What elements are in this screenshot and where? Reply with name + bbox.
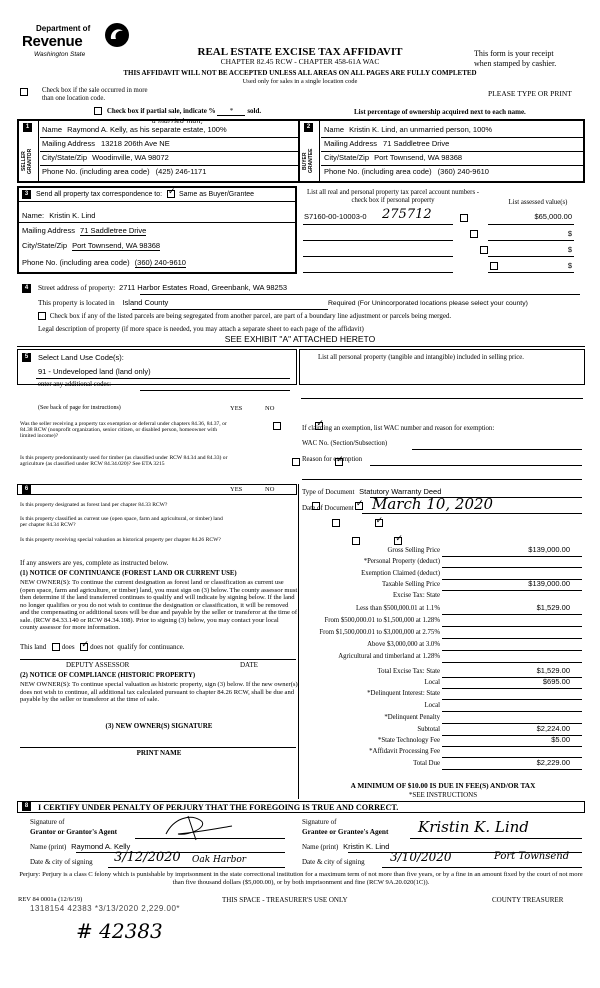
corr-name-value[interactable]: Kristin K. Lind	[49, 211, 96, 220]
does-label: does	[61, 643, 75, 651]
s5-no-header: NO	[265, 405, 275, 412]
legal-label: Legal description of property (if more space is needed, you may attach a separate sheet to each page of the affidavit)	[38, 325, 364, 333]
corr-mailing-label: Mailing Address	[22, 226, 75, 235]
tier1-value[interactable]: $1,529.00	[536, 603, 570, 612]
partial-sale-row	[94, 107, 261, 116]
treasurer-space-label: THIS SPACE - TREASURER'S USE ONLY	[222, 896, 348, 904]
buyer-line-3	[321, 165, 584, 166]
s6-q3-no-checkbox[interactable]	[394, 537, 402, 545]
certify-text: I CERTIFY UNDER PENALTY OF PERJURY THAT THE FOREGOING IS TRUE AND CORRECT.	[38, 803, 399, 812]
street-row	[38, 284, 578, 293]
segregated-label: Check box if any of the listed parcels are being segregated from another parcel, are part of a boundary line adjustment or parcels being merged.	[49, 312, 452, 320]
local-label: Local	[424, 679, 440, 686]
section-number-6: 6	[22, 485, 31, 494]
tier3-label: From $1,500,000.01 to $3,000,000 at 2.75%	[319, 629, 440, 636]
located-row	[38, 299, 168, 308]
total-due-line	[442, 769, 582, 770]
parcel-line-1	[303, 224, 453, 225]
wac-label: WAC No. (Section/Subsection)	[302, 440, 388, 447]
grantee-print-value[interactable]: Kristin K. Lind	[343, 842, 390, 851]
seller-city-label: City/State/Zip	[42, 153, 88, 162]
s6-q2-no-checkbox[interactable]	[375, 519, 383, 527]
multi-location-row	[20, 87, 160, 102]
grantee-date-line	[382, 867, 582, 868]
partial-sale-label: Check box if partial sale, indicate %	[106, 107, 216, 115]
same-as-buyer-checkbox[interactable]	[167, 190, 175, 198]
this-land-label: This land	[20, 643, 47, 651]
grantor-print-value[interactable]: Raymond A. Kelly	[71, 842, 131, 851]
tech-fee-value[interactable]: $5.00	[551, 735, 570, 744]
seller-phone-value[interactable]: (425) 246-1171	[155, 167, 207, 176]
segregated-row	[38, 312, 586, 320]
tier1-label: Less than $500,000.01 at 1.1%	[355, 605, 440, 612]
dept-line2: Revenue	[22, 33, 83, 50]
seller-line-2	[40, 151, 298, 152]
reason-underline-2	[302, 479, 582, 480]
doc-type-value[interactable]: Statutory Warranty Deed	[359, 487, 442, 496]
subtotal-value[interactable]: $2,224.00	[536, 724, 570, 733]
segregated-checkbox[interactable]	[38, 312, 46, 320]
ownership-note: List percentage of ownership acquired next to each name.	[354, 108, 526, 116]
local-line	[442, 688, 582, 689]
multi-location-checkbox[interactable]	[20, 88, 28, 96]
grantor-sig-label-2: Grantor or Grantor's Agent	[30, 827, 118, 836]
buyer-line-2	[321, 151, 584, 152]
s6-q1-no-checkbox[interactable]	[355, 502, 363, 510]
rev-number: REV 84 0001a (12/6/19)	[18, 896, 83, 903]
buyer-name-row	[324, 126, 582, 135]
s6-question-2: Is this property classified as current use (open space, farm and agricultural, or timber) land per chapter 84.34 RCW?	[20, 516, 223, 529]
gross-value[interactable]: $139,000.00	[528, 545, 570, 554]
parcel-number-1-handwritten: 275712	[382, 207, 432, 222]
assessed-value-1[interactable]: $65,000.00	[534, 212, 572, 221]
grantee-sig-line	[410, 838, 582, 839]
s6-q2-yes-checkbox[interactable]	[332, 519, 340, 527]
street-underline	[140, 294, 580, 295]
s5-question-2: Is this property predominantly used for timber (as classified under RCW 84.34 and 84.33) or agriculture (as classified under RCW 84.34.020)? See ETA 3215	[20, 455, 228, 468]
seller-name-insert: a married man,	[152, 117, 203, 125]
gross-label: Gross Selling Price	[387, 547, 440, 554]
tier2-label: From $500,000.01 to $1,500,000 at 1.28%	[324, 617, 440, 624]
s6-no-header: NO	[265, 486, 275, 493]
parcel-line-4	[303, 272, 453, 273]
tier4-label: Above $3,000,000 at 3.0%	[367, 641, 440, 648]
completion-warning: THIS AFFIDAVIT WILL NOT BE ACCEPTED UNLESS ALL AREAS ON ALL PAGES ARE FULLY COMPLETED	[123, 69, 477, 77]
correspondence-line-1	[19, 222, 296, 223]
county-select[interactable]: Island County	[122, 298, 169, 307]
seller-line-3	[40, 165, 298, 166]
s6-question-3: Is this property receiving special valuation as historical property per chapter 84.26 RCW?	[20, 537, 221, 543]
grantor-date-line	[108, 867, 285, 868]
agri-line	[442, 662, 582, 663]
grantee-signature[interactable]: Kristin K. Lind	[418, 818, 529, 836]
buyer-phone-label: Phone No. (including area code)	[324, 167, 432, 176]
delinq-penalty-label: *Delinquent Penalty	[384, 714, 440, 721]
seller-mailing-value[interactable]: 13218 206th Ave NE	[101, 139, 170, 148]
section4-bottom-line	[17, 346, 585, 347]
gross-line	[442, 556, 582, 557]
seller-phone-row	[42, 168, 292, 177]
doc-type-label: Type of Document	[302, 488, 355, 496]
partial-sale-percent[interactable]: *	[217, 107, 245, 116]
cashier-stamp: 1318154 42383 *3/13/2020 2,229.00*	[30, 904, 181, 913]
tier2-line	[442, 626, 582, 627]
seller-city-value[interactable]: Woodinville, WA 98072	[92, 153, 169, 162]
form-title: REAL ESTATE EXCISE TAX AFFIDAVIT	[197, 46, 403, 58]
county-underline	[132, 309, 328, 310]
corr-phone-label: Phone No. (including area code)	[22, 258, 130, 267]
seller-line-1	[40, 137, 298, 138]
doc-date-value[interactable]: March 10, 2020	[372, 495, 494, 513]
does-qualify-checkbox[interactable]	[52, 643, 60, 651]
personal-line	[442, 567, 582, 568]
reason-underline-1	[370, 465, 582, 466]
exemption-deduct-label: Exemption Claimed (deduct)	[361, 570, 440, 577]
seller-city-row	[42, 154, 292, 163]
corr-city-value[interactable]: Port Townsend, WA 98368	[72, 241, 161, 250]
if-yes-note: If any answers are yes, complete as instructed below.	[20, 559, 169, 567]
partial-sale-checkbox[interactable]	[94, 107, 102, 115]
agri-label: Agricultural and timberland at 1.28%	[338, 653, 440, 660]
exemption-label: If claiming an exemption, list WAC number and reason for exemption:	[302, 425, 495, 432]
s5-yes-header: YES	[230, 405, 243, 412]
section6-header-box	[17, 484, 297, 495]
assessed-value-4[interactable]: $	[567, 261, 572, 270]
grantee-sig-label-1: Signature of	[302, 818, 337, 826]
dor-logo	[18, 14, 138, 64]
s5-q1-yes-checkbox[interactable]	[273, 422, 281, 430]
corr-mailing-value[interactable]: 71 Saddletree Drive	[80, 226, 147, 235]
wac-underline	[412, 449, 582, 450]
s5-q2-yes-checkbox[interactable]	[292, 458, 300, 466]
notice1-body: NEW OWNER(S): To continue the current designation as forest land or classification as current use (open space, farm and agriculture, or timber) land, you must sign on (3) below. The county assessor must then determine if the land transferred continues to qualify and will indicate by signing below. If the land no longer qualifies or you do not wish to continue the designation or classification, it will be removed and the compensating or additional taxes will be due and payable by the seller or transferor at the time of sale. (RCW 84.33.140 or RCW 84.34.108). Prior to signing (3) below, you may contact your local county assessor for more information.	[20, 579, 298, 632]
minimum-due-note: A MINIMUM OF $10.00 IS DUE IN FEE(S) AND/OR TAX	[350, 781, 536, 790]
grantor-sig-line	[135, 838, 285, 839]
dor-swoosh-icon	[104, 22, 130, 48]
seller-mailing-label: Mailing Address	[42, 139, 95, 148]
grantee-date-label: Date & city of signing	[302, 858, 365, 866]
taxable-label: Taxable Selling Price	[381, 581, 440, 588]
grantor-print-label: Name (print)	[30, 843, 67, 851]
section-number-5: 5	[22, 353, 31, 362]
corr-phone-value[interactable]: (360) 240-9610	[134, 258, 186, 267]
print-name-line	[20, 747, 296, 748]
multi-location-label: Check box if the sale occurred in more than one location code.	[42, 87, 148, 102]
buyer-phone-value[interactable]: (360) 240-9610	[437, 167, 489, 176]
buyer-side-label: BUYER GRANTEE	[302, 148, 314, 174]
assessed-header: List assessed value(s)	[508, 199, 568, 206]
grantee-print-label: Name (print)	[302, 843, 339, 851]
tax-column-divider	[298, 484, 299, 799]
assessed-value-2[interactable]: $	[567, 229, 572, 238]
deputy-assessor-label: DEPUTY ASSESSOR	[66, 661, 130, 669]
additional-codes-label: enter any additional codes:	[38, 381, 112, 388]
assessed-value-3[interactable]: $	[567, 245, 572, 254]
seller-phone-label: Phone No. (including area code)	[42, 167, 150, 176]
corr-phone-row	[22, 259, 292, 268]
corr-city-label: City/State/Zip	[22, 241, 68, 250]
land-use-select[interactable]: 91 - Undeveloped land (land only)	[38, 367, 151, 376]
street-value[interactable]: 2711 Harbor Estates Road, Greenbank, WA 98253	[119, 283, 288, 292]
receipt-note-1: This form is your receipt	[474, 49, 554, 58]
buyer-line-1	[321, 137, 584, 138]
parcel-1-personal-checkbox[interactable]	[460, 214, 468, 222]
parcel-2-personal-checkbox[interactable]	[470, 230, 478, 238]
sold-label: sold.	[247, 107, 262, 115]
print-note: PLEASE TYPE OR PRINT	[488, 89, 572, 98]
seller-side-cell	[19, 121, 37, 181]
assessed-line-3	[488, 256, 574, 257]
qualify-label: qualify for continuance.	[117, 643, 185, 651]
notice1-title: (1) NOTICE OF CONTINUANCE (FOREST LAND OR CURRENT USE)	[20, 570, 237, 577]
parcels-header: List all real and personal property tax parcel account numbers - check box if personal property	[306, 189, 480, 204]
grantee-sig-label-2: Grantee or Grantee's Agent	[302, 827, 389, 836]
local-value[interactable]: $695.00	[542, 677, 570, 686]
buyer-phone-row	[324, 168, 582, 177]
correspondence-header	[36, 190, 296, 199]
tech-fee-line	[442, 746, 582, 747]
taxable-value[interactable]: $139,000.00	[528, 579, 570, 588]
grantee-print-row	[302, 843, 389, 852]
parcel-line-3	[303, 256, 453, 257]
see-back-note: (See back of page for instructions)	[38, 405, 121, 411]
section-number-3: 3	[22, 190, 31, 199]
buyer-mailing-label: Mailing Address	[324, 139, 377, 148]
assessed-line-4	[488, 272, 574, 273]
corr-name-row	[22, 212, 292, 221]
grantor-date-label: Date & city of signing	[30, 858, 93, 866]
s6-q3-yes-checkbox[interactable]	[352, 537, 360, 545]
reason-label: Reason for exemption	[302, 456, 363, 463]
buyer-mailing-value[interactable]: 71 Saddletree Drive	[383, 139, 450, 148]
county-required-note: Required (For Unincorporated locations please select your county)	[328, 300, 528, 307]
affidavit-fee-label: *Affidavit Processing Fee	[369, 748, 440, 755]
buyer-side-cell	[300, 121, 318, 181]
seller-mailing-row	[42, 140, 292, 149]
section-number-1: 1	[23, 123, 32, 132]
land-use-label: Select Land Use Code(s):	[38, 353, 124, 362]
assessed-line-2	[488, 240, 574, 241]
perjury-statement	[18, 871, 584, 887]
assessed-line-1	[488, 224, 574, 225]
correspondence-line-0	[19, 201, 296, 202]
form-chapter: CHAPTER 82.45 RCW - CHAPTER 458-61A WAC	[220, 57, 380, 66]
doc-date-underline	[362, 513, 582, 514]
delinq-state-line	[442, 699, 582, 700]
correspondence-label: Send all property tax correspondence to:	[36, 190, 163, 198]
deputy-date-label: DATE	[240, 661, 258, 669]
county-treasurer-label: COUNTY TREASURER	[492, 896, 564, 904]
single-location-note: Used only for sales in a single location code	[242, 78, 358, 85]
seller-name-row	[42, 126, 292, 135]
seller-side-border	[38, 120, 39, 182]
legal-description[interactable]: SEE EXHIBIT "A" ATTACHED HERETO	[224, 334, 376, 344]
s6-yes-header: YES	[230, 486, 243, 493]
total-state-label: Total Excise Tax: State	[377, 668, 440, 675]
total-due-label: Total Due	[413, 760, 440, 767]
total-state-value[interactable]: $1,529.00	[536, 666, 570, 675]
buyer-side-border	[319, 120, 320, 182]
street-label: Street address of property:	[38, 283, 116, 292]
see-instructions-note: *SEE INSTRUCTIONS	[408, 791, 478, 799]
perjury-text: Perjury: Perjury is a class C felony which is punishable by imprisonment in the state correctional institution for a maximum term of not more than five years, or by a fine in an amount fixed by the court of not more than five thousand dollars ($5,000.00), or by both imprisonment and fine (RCW 9A.20.020(1C)).	[19, 871, 583, 886]
deputy-signature-line	[20, 659, 296, 660]
does-not-label: does not	[90, 643, 114, 651]
doc-date-label: Date of Document	[302, 504, 354, 512]
excise-state-label: Excise Tax: State	[393, 592, 440, 599]
receipt-note-2: when stamped by cashier.	[474, 59, 557, 68]
notice2-body: NEW OWNER(S): To continue special valuation as historic property, sign (3) below. If the new owner(s) does not wish to continue, all additional tax calculated pursuant to chapter 84.26 RCW, shall be due and payable by the seller or transferor at the time of sale.	[20, 681, 298, 704]
buyer-name-label: Name	[324, 125, 345, 134]
seller-side-label: SELLER GRANTOR	[21, 148, 33, 174]
grantee-date-value[interactable]: 3/10/2020	[390, 850, 452, 864]
delinq-local-label: Local	[424, 702, 440, 709]
buyer-name-value[interactable]: Kristin K. Lind, an unmarried person, 100%	[349, 125, 493, 134]
grantor-city-value[interactable]: Oak Harbor	[192, 855, 247, 865]
corr-city-row	[22, 242, 292, 251]
notice2-title: (2) NOTICE OF COMPLIANCE (HISTORIC PROPERTY)	[20, 672, 196, 679]
corr-name-label: Name:	[22, 211, 45, 220]
print-name-label: PRINT NAME	[136, 749, 182, 757]
seller-name-value[interactable]: Raymond A. Kelly, as his separate estate, 100%	[67, 125, 227, 134]
tier4-line	[442, 650, 582, 651]
seller-name-label: Name	[42, 125, 63, 134]
personal-property-label: List all personal property (tangible and intangible) included in selling price.	[318, 354, 524, 361]
delinq-local-line	[442, 711, 582, 712]
new-owner-signature-label: (3) NEW OWNER(S) SIGNATURE	[105, 722, 213, 730]
parcel-number-1[interactable]: S7160-00-10003-0	[304, 212, 367, 221]
personal-property-line	[301, 398, 583, 399]
dept-line3: Washington State	[34, 51, 86, 58]
additional-codes-underline	[140, 390, 290, 391]
delinq-state-label: *Delinquent Interest: State	[367, 690, 440, 697]
tier3-line	[442, 638, 582, 639]
personal-deduct-label: *Personal Property (deduct)	[363, 558, 440, 565]
corr-mailing-row	[22, 227, 292, 236]
total-due-value[interactable]: $2,229.00	[536, 758, 570, 767]
dept-line1: Department of	[36, 24, 91, 33]
tier1-line	[442, 614, 582, 615]
does-not-qualify-checkbox[interactable]	[80, 643, 88, 651]
grantor-sig-label-1: Signature of	[30, 818, 65, 826]
parcel-3-personal-checkbox[interactable]	[480, 246, 488, 254]
same-as-buyer-label: Same as Buyer/Grantee	[178, 190, 255, 198]
buyer-mailing-row	[324, 140, 582, 149]
parcel-line-2	[303, 240, 453, 241]
section-number-8: 8	[22, 802, 31, 811]
subtotal-label: Subtotal	[417, 726, 440, 733]
buyer-city-value[interactable]: Port Townsend, WA 98368	[374, 153, 463, 162]
grantor-date-value[interactable]: 3/12/2020	[114, 850, 181, 865]
handwritten-number: # 42383	[76, 919, 163, 943]
continuance-row	[20, 643, 184, 651]
s6-question-1: Is this property designated as forest land per chapter 84.33 RCW?	[20, 502, 168, 508]
buyer-city-label: City/State/Zip	[324, 153, 370, 162]
section-number-4: 4	[22, 284, 31, 293]
s5-question-1: Was the seller receiving a property tax exemption or deferral under chapters 84.36, 84.37, or 84.38 RCW (nonprofit organization, senior citizen, or disabled person, homeowner with limited income)?	[20, 421, 227, 440]
located-label: This property is located in	[38, 298, 115, 307]
land-use-underline	[36, 378, 290, 379]
section-number-2: 2	[304, 123, 313, 132]
buyer-city-row	[324, 154, 582, 163]
grantee-city-value[interactable]: Port Townsend	[494, 851, 570, 862]
taxable-line	[442, 590, 582, 591]
tech-fee-label: *State Technology Fee	[377, 737, 440, 744]
